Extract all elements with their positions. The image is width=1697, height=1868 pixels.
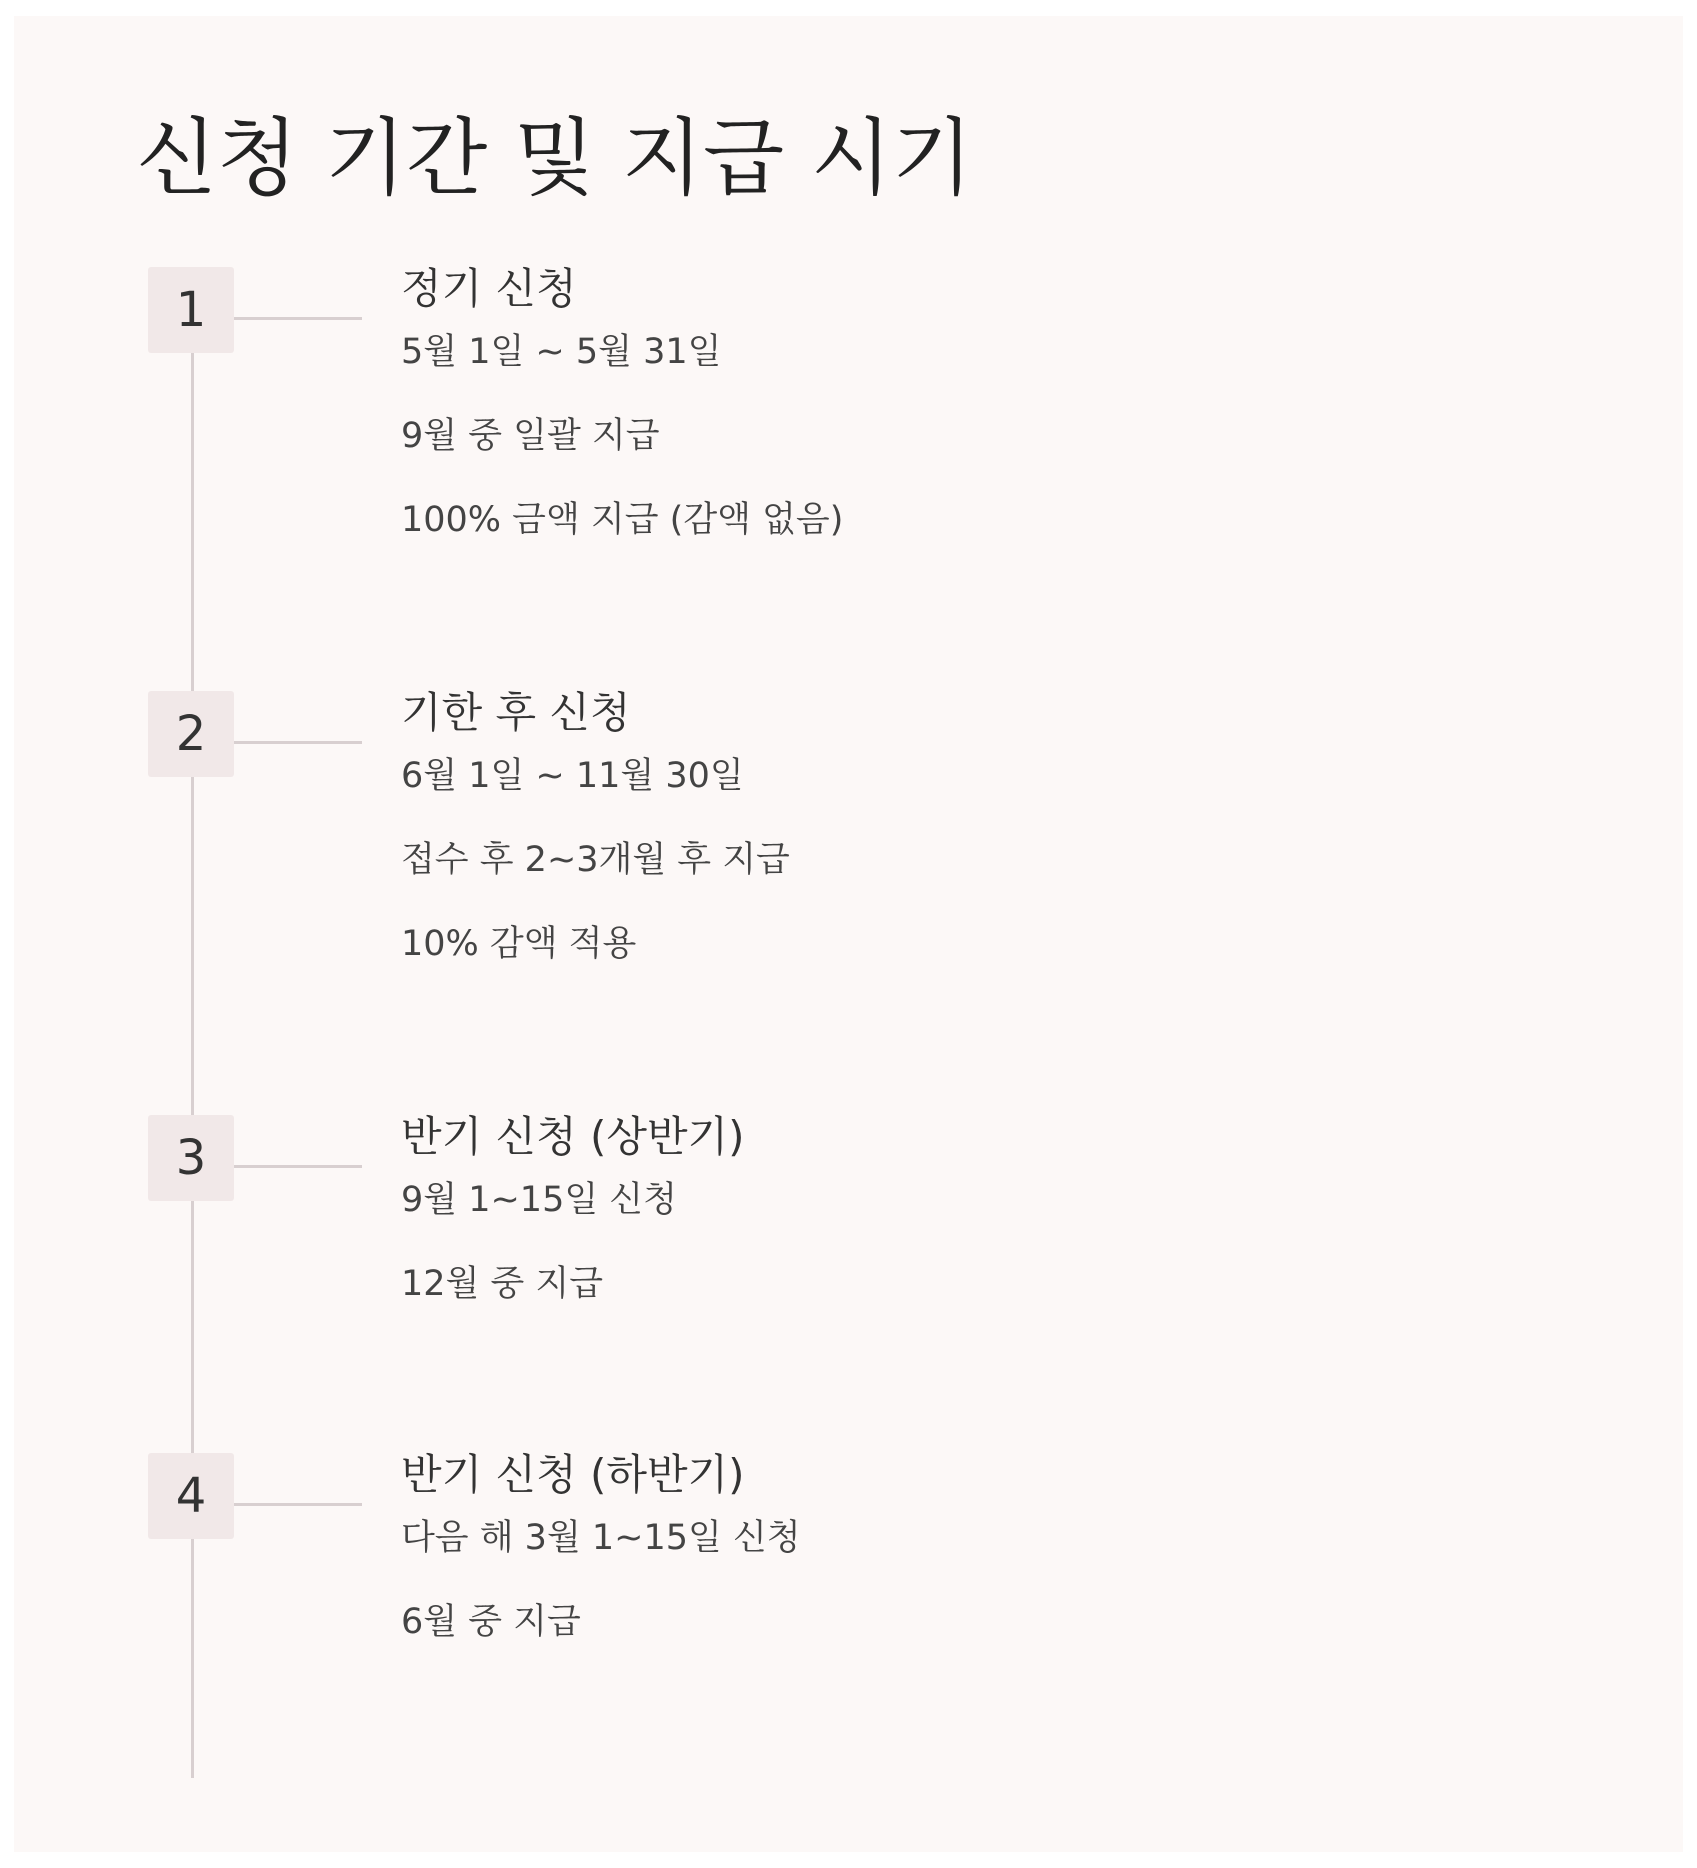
timeline-panel <box>14 16 1683 1852</box>
step-detail: 6월 중 지급 <box>401 1602 581 1642</box>
step-title: 기한 후 신청 <box>401 688 631 737</box>
step-detail: 9월 중 일괄 지급 <box>401 416 660 456</box>
step-number-badge: 1 <box>148 267 234 353</box>
step-number-badge: 4 <box>148 1453 234 1539</box>
step-detail: 다음 해 3월 1~15일 신청 <box>401 1518 801 1558</box>
step-detail: 5월 1일 ~ 5월 31일 <box>401 332 722 372</box>
step-detail: 10% 감액 적용 <box>401 924 637 964</box>
step-title: 정기 신청 <box>401 264 577 313</box>
page-title: 신청 기간 및 지급 시기 <box>136 109 974 207</box>
timeline-line <box>191 278 194 1778</box>
step-connector <box>234 1503 362 1506</box>
step-detail: 6월 1일 ~ 11월 30일 <box>401 756 744 796</box>
step-connector <box>234 317 362 320</box>
step-number-badge: 2 <box>148 691 234 777</box>
step-connector <box>234 1165 362 1168</box>
step-connector <box>234 741 362 744</box>
step-detail: 100% 금액 지급 (감액 없음) <box>401 500 844 540</box>
step-title: 반기 신청 (상반기) <box>401 1112 745 1161</box>
step-detail: 9월 1~15일 신청 <box>401 1180 677 1220</box>
step-number-badge: 3 <box>148 1115 234 1201</box>
step-detail: 접수 후 2~3개월 후 지급 <box>401 840 790 880</box>
step-detail: 12월 중 지급 <box>401 1264 604 1304</box>
step-title: 반기 신청 (하반기) <box>401 1450 745 1499</box>
